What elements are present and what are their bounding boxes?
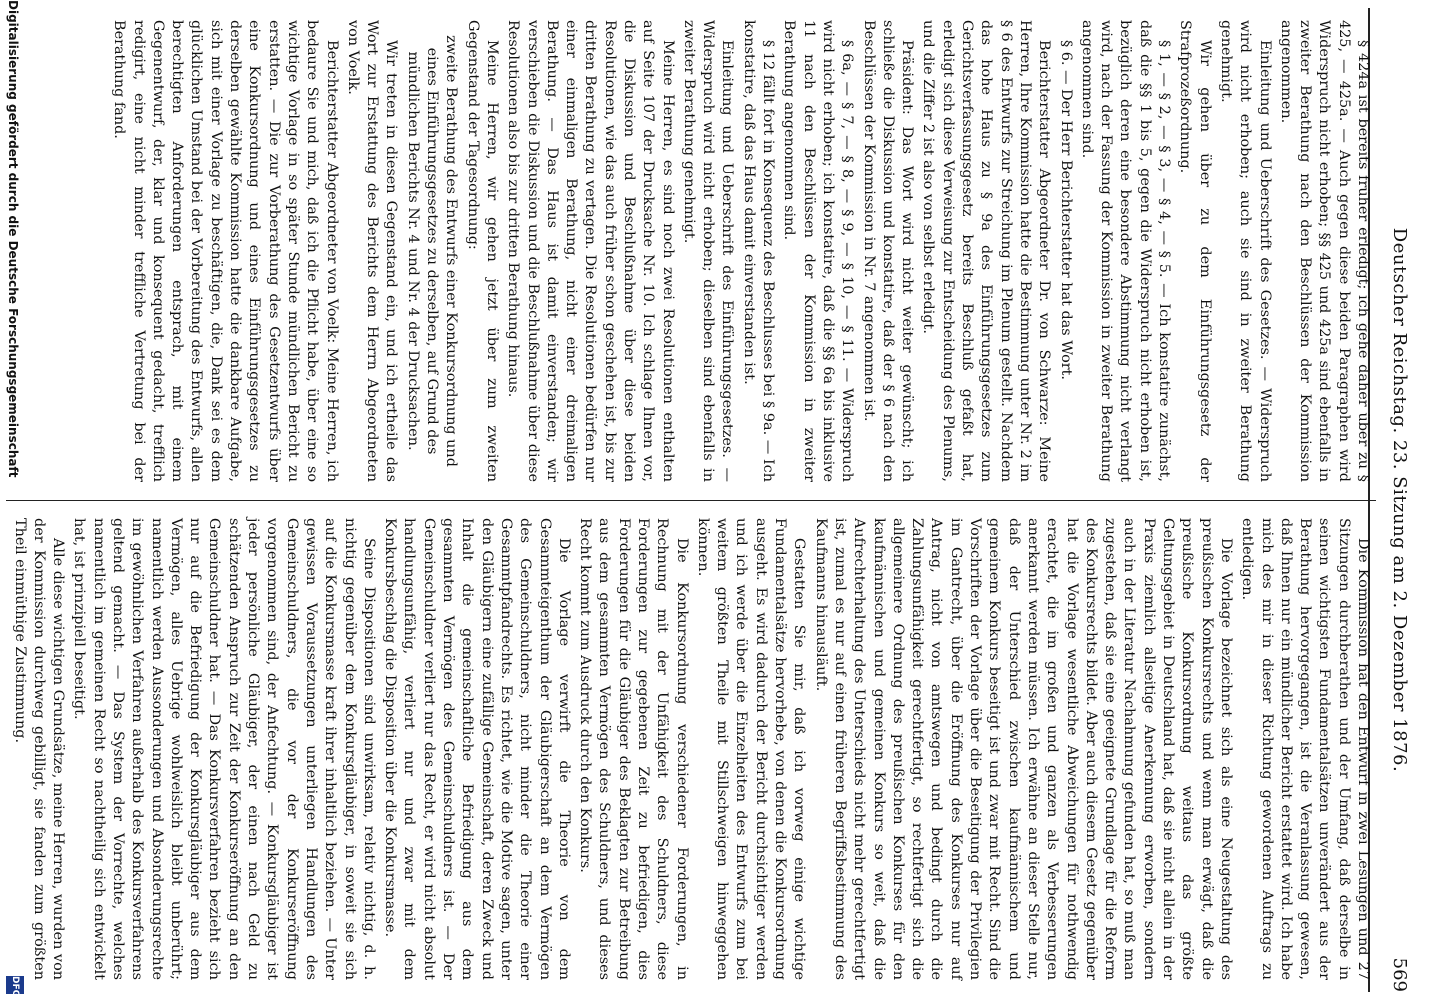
paragraph: Präsident: Das Wort wird nicht weiter gewünscht; ich schließe die Diskussion und konstatire, daß der § 6 nach den Beschlüssen der Kommission in Nr. 7 angenommen ist. — [860, 20, 916, 482]
paragraph: Wir gehen über zu dem Einführungsgesetz der Strafprozeßordnung. — [1177, 20, 1213, 482]
paragraph: Die Vorlage bezeichnet sich als eine Neugestaltung des preußischen Konkursrechts und wenn man erwägt, daß die preußische Konkursordnung weitaus das größte Geltungsgebiet in Deutschland hat, daß sie nicht allein in der Praxis ziemlich allseitige Anerkennung erworben, sondern auch in der Literatur Nachahmung gefunden hat, so muß man zugestehen, daß sie eine geeignete Grundlage für die Reform des Konkursrechts bildet. Aber auch diesem Gesetz gegenüber hat die Vorlage wesentliche Abweichungen für nothwendig erachtet, die im großen und ganzen als Verbesserungen anerkannt werden müssen. Ich erwähne an dieser Stelle nur, daß der Unterschied zwischen kaufmännischem und gemeinem Konkurs beseitigt ist und zwar mit Recht. Sind die Vorschriften der Vorlage über die Beseitigung der Privilegien im Gantrecht, über die Eröffnung des Konkurses nur auf Antrag, nicht von amtswegen und bedingt durch die Zahlungsunfähigkeit gerechtfertigt, so rechtfertigt sich die allgemeinere Ordnung des preußischen Konkurses für den kaufmännischen und gemeinen Konkurs so weit, daß die Aufrechterhaltung des Unterschieds nicht mehr gerechtfertigt ist, zumal es nur auf einen früheren Begriffsbestimmung des Kaufmanns hinausläuft. — [812, 518, 1234, 980]
paragraph: Alle diese wichtigen Grundsätze, meine Herren, wurden von der Kommission durchweg gebilligt, sie fanden zum größten Theil einmüthige Zustimmung. — [11, 518, 67, 980]
paragraph: Meine Herren, es sind noch zwei Resolutionen enthalten auf Seite 107 der Drucksache Nr. 10. Ich schlage Ihnen vor, die Diskussion und Beschlußnahme über diese beiden Resolutionen, wie das auch früher schon geschehen ist, bis zur dritten Berathung zu vertagen. Die Resolutionen bedürfen nur einer einmaligen Berathung, nicht einer dreimaligen Berathung. — Das Haus ist damit einverstanden; wir verschieben die Diskussion und die Beschlußnahme über diese Resolutionen also bis zur dritten Berathung hinaus. — [505, 20, 676, 482]
paragraph: § 1, — § 2, — § 3, — § 4, — § 5. — Ich konstatire zunächst, daß die §§ 1 bis 5, gegen die Widerspruch nicht erhoben ist, bezüglich deren eine besondere Abstimmung nicht verlangt wird, nach der Fassung der Kommission in zweiter Berathung angenommen sind. — [1078, 20, 1173, 482]
agenda-item-heading: zweite Berathung des Entwurfs einer Konkursordnung und eines Einführungsgesetzes zu derselben, auf Grund des mündlichen Berichts Nr. 4 und Nr. 4 der Drucksachen. — [404, 35, 460, 467]
column-divider — [6, 500, 1376, 501]
paragraph: Seine Dispositionen sind unwirksam, relativ nichtig, d. h. nichtig gegenüber dem Konkursgläubiger, in soweit sie sich auf die Konkursmasse kraft ihrer inhaltlich beziehen. — Unter gewissen Voraussetzungen unterliegen Handlungen des Gemeinschuldners, die vor der Konkurseröffnung vorgenommen sind, der Anfechtung. — Konkursgläubiger ist jeder persönliche Gläubiger, der einen nach Geld zu schätzenden Anspruch zur Zeit der Konkurseröffnung an den Gemeinschuldner hat. — Das Konkursverfahren bezieht sich nur auf die Befriedigung der Konkursgläubiger aus dem Vermögen, alles Uebrige wohlweislich bleibt unberührt; namentlich werden Aussonderungen und Absonderungsrechte im gewöhnlichen Verfahren außerhalb des Konkursverfahrens geltend gemacht. — Das System der Vorrechte, welches namentlich im gemeinen Recht so nachtheilig sich entwickelt hat, ist prinzipiell beseitigt. — [71, 518, 377, 980]
paragraph: § 424a ist bereits früher erledigt; ich gehe daher über zu § 425, — 425a. — Auch gegen diese beiden Paragraphen wird Widerspruch nicht erhoben; §§ 425 und 425a sind ebenfalls in zweiter Berathung nach den Beschlüssen der Kommission angenommen. — [1277, 20, 1371, 482]
paragraph: Wir treten in diesen Gegenstand ein, und ich ertheile das Wort zur Erstattung des Berichts dem Herrn Abgeordneten von Voelk. — [344, 20, 400, 482]
paragraph: Berichterstatter Abgeordneter von Voelk: Meine Herren, ich bedaure Sie und mich, daß ich die Pflicht habe, über eine so wichtige Vorlage in so später Stunde mündlichen Bericht zu erstatten. — Die zur Vorberathung des Gesetzentwurfs über eine Konkursordnung und eines Einführungsgesetzes zu derselben gewählte Kommission hatte die dankbare Aufgabe, sich mit einer Vorlage zu beschäftigen, die, Dank sei es dem glücklichen Umstand bei der Vorbereitung des Entwurfs, allen berechtigten Anforderungen entsprach, mit einem Gegenentwurf, der, klar und konsequent gedacht, trefflich redigirt, eine nicht minder treffliche Vertretung bei der Berathung fand. — [111, 20, 340, 482]
paragraph: Die Kommission hat den Entwurf in zwei Lesungen und 27 Sitzungen durchberathen und der Umfang, daß derselbe in seinen wichtigsten Fundamentalsätzen unverändert aus der Berathung hervorgegangen, ist die Veranlassung gewesen, daß Ihnen nur ein mündlicher Bericht erstattet wird. Ich habe mich des mir in dieser Richtung gewordenen Auftrags zu entledigen. — [1239, 518, 1371, 980]
left-column — [107, 20, 1372, 482]
dfg-logo: DFG — [6, 976, 24, 994]
paragraph: Meine Herren, wir gehen jetzt über zum zweiten Gegenstand der Tagesordnung: — [464, 20, 500, 482]
paragraph: Die Konkursordnung verschiedener Forderungen, in Rechnung mit der Unfähigkeit des Schuldners, diese Forderungen zur gegebenen Zeit zu befriedigen, dies Forderungen für die Gläubiger des Beklagten zur Betreibung aus dem gesammten Vermögen des Schuldners, und dieses Recht kommt zum Ausdruck durch den Konkurs. — [577, 518, 690, 980]
right-column — [7, 518, 1372, 980]
page-number: 569 — [1389, 957, 1410, 992]
paragraph: Berichterstatter Abgeordneter Dr. von Schwarze: Meine Herren, Ihre Kommission hatte die Bestimmung unter Nr. 2 im § 6 des Entwurfs zur Streichung im Plenum gestellt. Nachdem das hohe Haus zu § 9a des Einführungsgesetzes zum Gerichtsverfassungsgesetz bereits Beschluß gefaßt hat, erledigt sich diese Verweisung zur Entscheidung des Plenums, und die Ziffer 2 ist also von selbst erledigt. — [920, 20, 1053, 482]
paragraph: § 12 fällt fort in Konsequenz des Beschlusses bei § 9a. — Ich konstatire, daß das Haus damit einverstanden ist. — [740, 20, 777, 482]
paragraph: § 6. — Der Herr Berichterstatter hat das Wort. — [1057, 40, 1074, 380]
paragraph: § 6a, — § 7, — § 8, — § 9, — § 10, — § 11. — Widerspruch wird nicht erhoben; ich konstatire, daß die §§ 6a bis inklusive 11 nach den Beschlüssen der Kommission in zweiter Berathung angenommen sind. — [781, 20, 856, 482]
page-header — [1384, 0, 1410, 1000]
paragraph: Die Vorlage verwirft die Theorie von dem Gesammteigenthum der Gläubigerschaft an dem Vermögen des Gemeinschuldners, nicht minder die Theorie einer Gesammtpfandrechts. Es richtet, wie die Motive sagen, unter den Gläubigern eine zufällige Gemeinschaft, deren Zweck und Inhalt die gemeinschaftliche Befriedigung aus dem gesammten Vermögen des Gemeinschuldners ist. — Der Gemeinschuldner verliert nur das Recht, er wird nicht absolut handlungsunfähig, verliert nur und zwar mit dem Konkursbeschlag die Disposition über die Konkursmasse. — [382, 518, 572, 980]
paragraph: Einleitung und Ueberschrift des Einführungsgesetzes. — Widerspruch wird nicht erhoben; dieselben sind ebenfalls in zweiter Berathung genehmigt. — [680, 20, 736, 482]
page-header-title: Deutscher Reichstag. 23. Sitzung am 2. Dezember 1876. — [1389, 227, 1410, 773]
paragraph: Gestatten Sie mir, daß ich vorweg einige wichtige Fundamentalsätze hervorhebe, von denen die Konkursordnung ausgeht. Es wird dadurch der Bericht durchsichtiger werden und ich werde über die Einzelheiten des Entwurfs zum bei weitem größten Theile mit Stillschweigen hinweggehen können. — [694, 518, 808, 980]
paragraph: Einleitung und Ueberschrift des Gesetzes. — Widerspruch wird nicht erhoben; auch sie sind in zweiter Berathung genehmigt. — [1217, 20, 1273, 482]
digitization-credit: Digitalisierung gefördert durch die Deutsche Forschungsgemeinschaft — [6, 0, 20, 478]
